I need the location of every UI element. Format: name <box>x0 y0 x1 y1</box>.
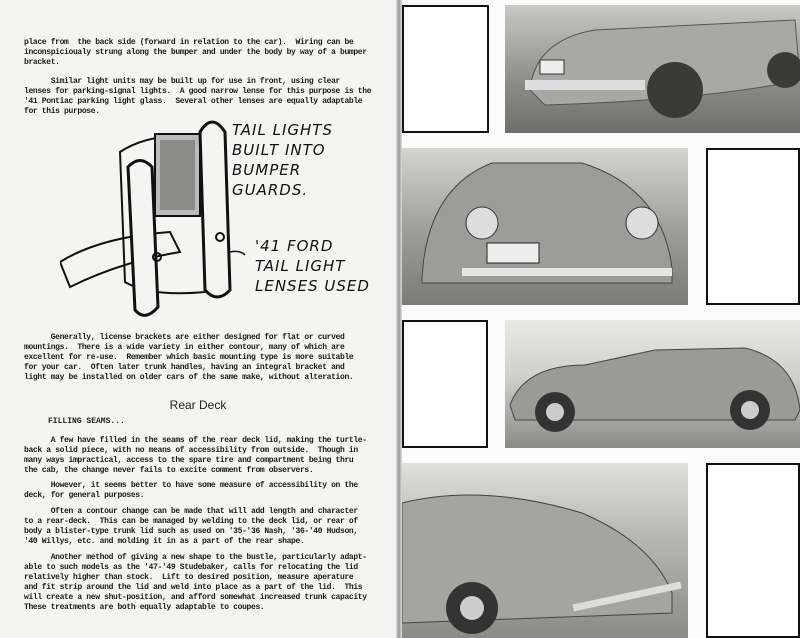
photo-car-front <box>402 148 688 305</box>
text-line: light may be installed on older cars of the same make, without alteration. <box>24 373 354 382</box>
text-line: will create a new shut-position, and afford somewhat increased trunk capacity <box>24 593 367 602</box>
photo-car-side <box>505 320 800 448</box>
text-line: Another method of giving a new shape to the bustle, particularly adapt- <box>24 553 367 562</box>
text-line: able to such models as the '47-'49 Studebaker, calls for relocating the lid <box>24 563 358 572</box>
text-line: mountings. There is a wide variety in either contour, many of which are <box>24 343 345 352</box>
text-line: Often a contour change can be made that will add length and character <box>24 507 358 516</box>
text-line: for your car. Often later trunk handles, having an integral bracket and <box>24 363 345 372</box>
blank-frame <box>706 148 800 305</box>
text-line: LENSES USED <box>255 277 370 295</box>
text-line: bracket. <box>24 58 60 67</box>
right-page <box>402 0 800 638</box>
text-line: back a solid piece, with no means of accessibility from outside. Though in <box>24 446 358 455</box>
text-line: TAIL LIGHTS <box>232 121 333 139</box>
text-line: TAIL LIGHT <box>255 257 346 275</box>
text-line: for this purpose. <box>24 107 100 116</box>
text-line: Generally, license brackets are either designed for flat or curved <box>24 333 345 342</box>
paragraph-filling-seams <box>24 436 367 476</box>
text-line: body a blister-type trunk lid such as used on '35-'36 Nash, '36-'40 Hudson, <box>24 527 358 536</box>
text-line: These treatments are both equally adaptable to coupes. <box>24 603 265 612</box>
bumper-guard-illustration <box>60 112 260 322</box>
subheading: FILLING SEAMS... <box>48 417 125 426</box>
photo-car-rear <box>402 463 688 638</box>
blank-frame <box>402 320 488 448</box>
left-page <box>0 0 396 638</box>
text-line: However, it seems better to have some measure of accessibility on the <box>24 481 358 490</box>
paragraph-bustle <box>24 553 367 613</box>
text-line: GUARDS. <box>232 181 309 199</box>
text-line: and fit strip around the lid and weld into place as a part of the lid. This <box>24 583 363 592</box>
text-line: '41 FORD <box>255 237 334 255</box>
section-heading: Rear Deck <box>169 398 227 412</box>
caption-ford-lenses <box>255 236 370 296</box>
blank-frame <box>402 5 489 133</box>
text-line: BUMPER <box>232 161 302 179</box>
text-line: deck, for general purposes. <box>24 491 145 500</box>
text-line: BUILT INTO <box>232 141 326 159</box>
text-line: A few have filled in the seams of the rear deck lid, making the turtle- <box>24 436 367 445</box>
text-line: excellent for re-use. Remember which basic mounting type is more suitable <box>24 353 354 362</box>
blank-frame <box>706 463 800 638</box>
photo-car-front-quarter <box>505 5 800 133</box>
text-line: place from the back side (forward in relation to the car). Wiring can be <box>24 38 354 47</box>
text-line: '41 Pontiac parking light glass. Several other lenses are equally adaptable <box>24 97 363 106</box>
paragraph-license-brackets <box>24 333 353 383</box>
text-line: the cab, the change never fails to excite comment from observers. <box>24 466 314 475</box>
text-line: lenses for parking-signal lights. A good narrow lense for this purpose is the <box>24 87 372 96</box>
caption-tail-lights <box>232 120 333 200</box>
paragraph-wiring <box>24 38 367 68</box>
text-line: Similar light units may be built up for use in front, using clear <box>24 77 341 86</box>
text-line: '40 Willys, etc. and molding it in as a part of the rear shape. <box>24 537 305 546</box>
text-line: inconspicioualy strung along the bumper and under the body by way of a bumper <box>24 48 367 57</box>
text-line: to a rear-deck. This can be managed by welding to the deck lid, or rear of <box>24 517 358 526</box>
paragraph-contour-change <box>24 507 358 547</box>
text-line: many ways impractical, access to the spare tire and compartment being thru <box>24 456 354 465</box>
text-line: relatively higher than stock. Lift to desired position, measure aperature <box>24 573 354 582</box>
paragraph-front-lights <box>24 77 371 117</box>
paragraph-accessibility <box>24 481 358 501</box>
